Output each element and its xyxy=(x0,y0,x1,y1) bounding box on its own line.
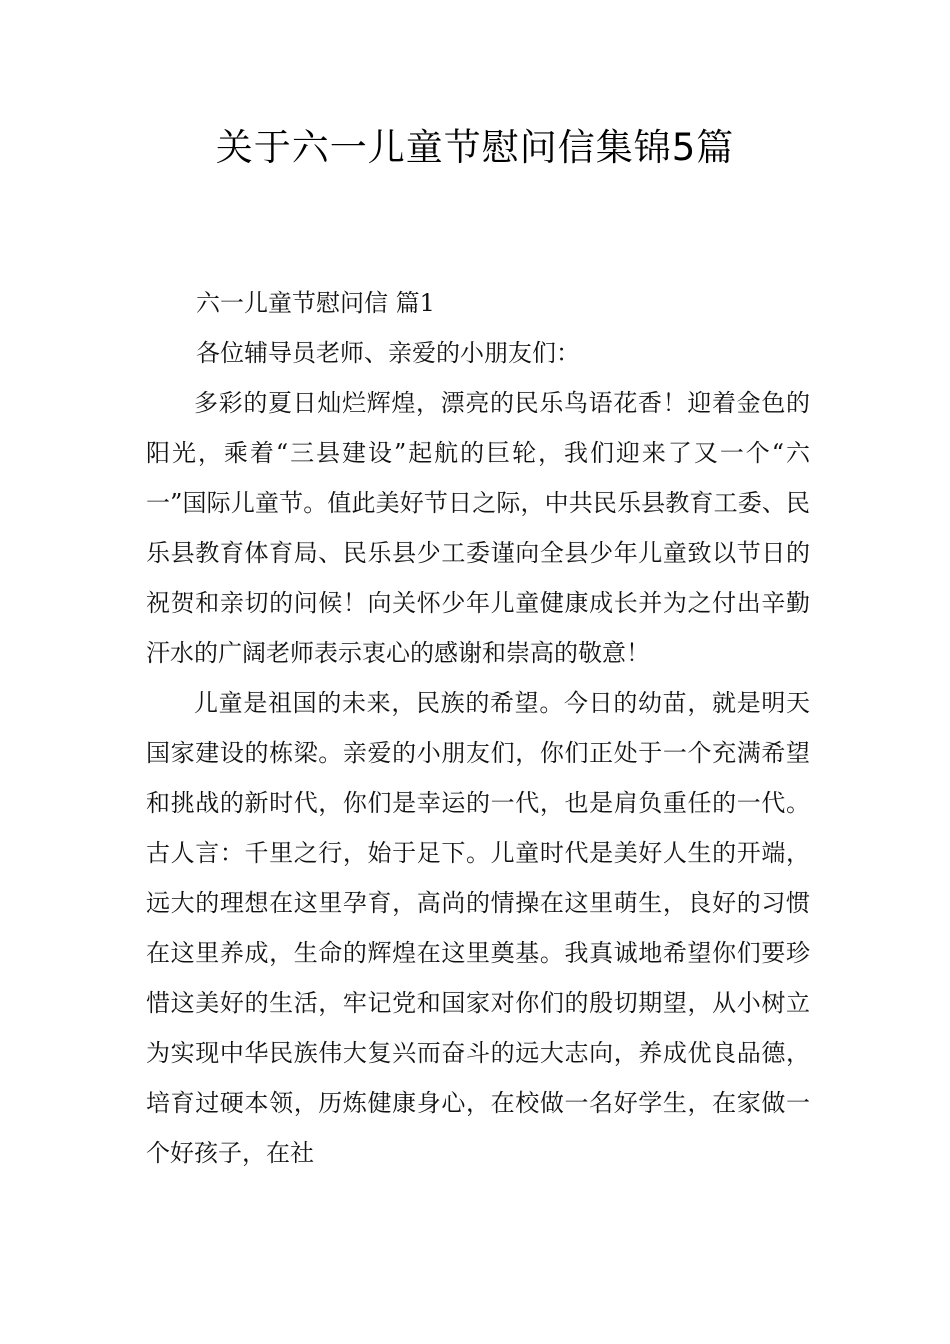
salutation: 各位辅导员老师、亲爱的小朋友们： xyxy=(196,339,580,367)
document-title: 关于六一儿童节慰问信集锦5篇 xyxy=(215,126,735,169)
paragraph-2: 儿童是祖国的未来，民族的希望。今日的幼苗，就是明天国家建设的栋梁。亲爱的小朋友们，你们正处于一个充满希望和挑战的新时代，你们是幸运的一代，也是肩负重任的一代。古人言：千里之行，始于足下。儿童时代是美好人生的开端，远大的理想在这里孕育，高尚的情操在这里萌生，良好的习惯在这里养成，生命的辉煌在这里奠基。我真诚地希望你们要珍惜这美好的生活，牢记党和国家对你们的殷切期望，从小树立为实现中华民族伟大复兴而奋斗的远大志向，养成优良品德，培育过硬本领，历炼健康身心，在校做一名好学生，在家做一个好孩子，在社 xyxy=(146,689,810,1167)
paragraph-1: 多彩的夏日灿烂辉煌，漂亮的民乐鸟语花香！迎着金色的阳光，乘着“三县建设”起航的巨轮，我们迎来了又一个“六一”国际儿童节。值此美好节日之际，中共民乐县教育工委、民乐县教育体育局、民乐县少工委谨向全县少年儿童致以节日的祝贺和亲切的问候！向关怀少年儿童健康成长并为之付出辛勤汗水的广阔老师表示衷心的感谢和崇高的敬意！ xyxy=(146,389,810,667)
document-body xyxy=(146,278,810,1178)
section-heading: 六一儿童节慰问信 篇1 xyxy=(196,289,435,317)
